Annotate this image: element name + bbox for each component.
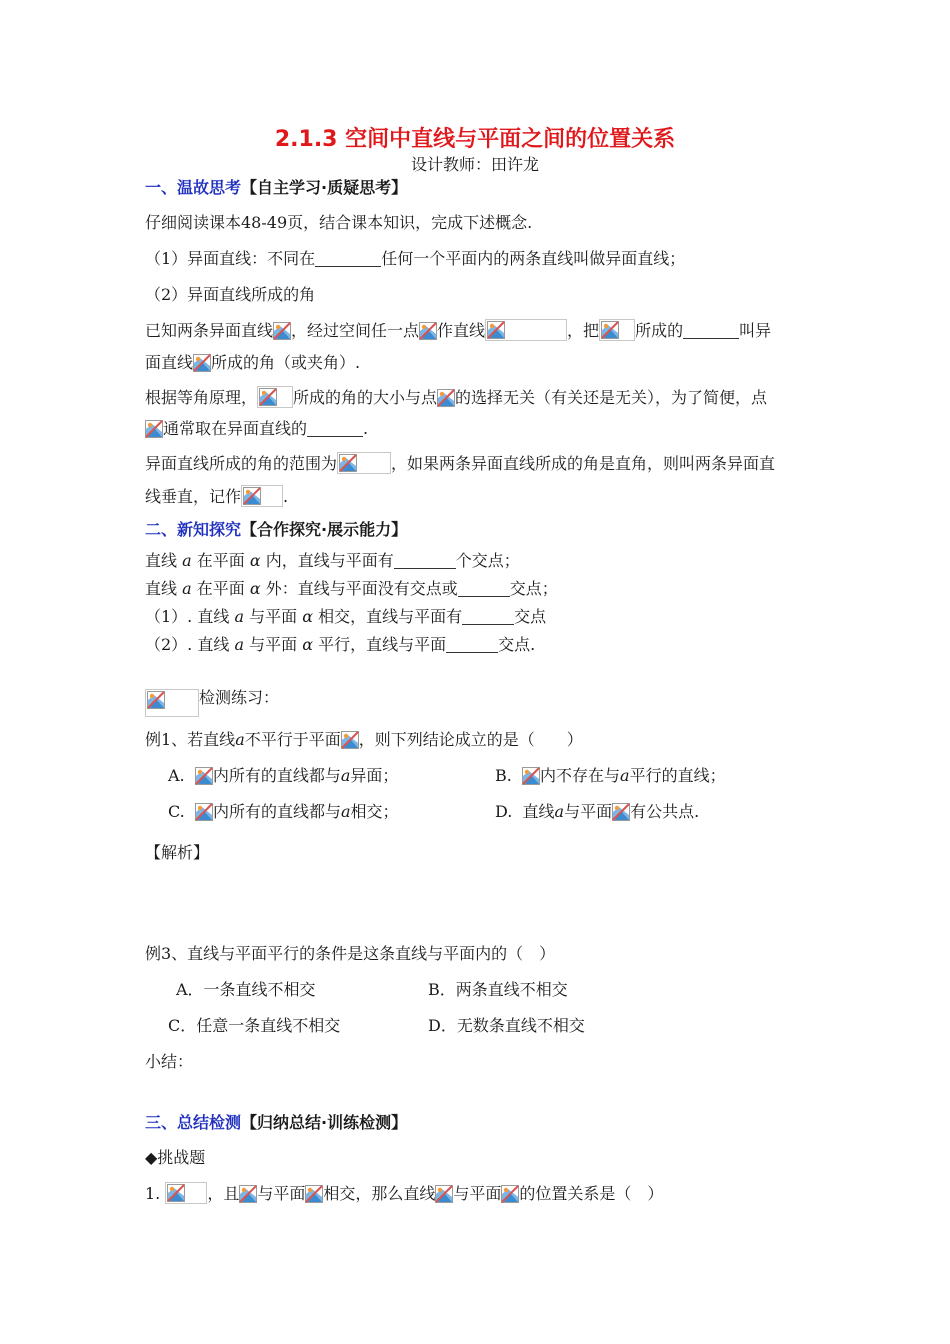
challenge-label: ◆挑战题 [145,1148,206,1167]
var: α [302,607,313,626]
text: 相交，那么直线 [323,1184,436,1203]
text: ，且 [207,1184,240,1203]
var: a [182,551,192,570]
ex3-option-d: D．无数条直线不相交 [428,1016,585,1035]
text: 与平面 [453,1184,502,1203]
option-letter: B. [495,766,512,785]
text: 所成的 [635,321,684,340]
var: a [234,635,244,654]
text: （1）异面直线：不同在 [145,249,316,268]
text: 通常取在异面直线的 [163,419,308,438]
blank [446,636,498,653]
broken-image-icon [195,767,213,785]
concept-2-line-1 [145,319,771,341]
formula-image-box [165,1182,207,1204]
concept-2-line-5 [145,452,775,474]
section-1-heading [145,178,407,198]
var: a [340,802,351,821]
section-2-heading [145,520,407,540]
section-number: 三、总结检测 [145,1113,242,1132]
formula-image-box [337,452,391,474]
broken-image-icon [145,420,163,438]
text: 不平行于平面 [244,730,341,749]
text: 已知两条异面直线 [145,321,274,340]
text: 平行，直线与平面 [313,635,447,654]
blank [458,580,510,597]
var: α [302,635,313,654]
example-1 [145,730,583,750]
intro-line: 仔细阅读课本48-49页，结合课本知识，完成下述概念. [145,213,533,232]
broken-image-icon [612,803,630,821]
ex3-option-b: B．两条直线不相交 [428,980,568,999]
designer-line: 设计教师：田许龙 [410,155,539,174]
option-letter: A. [168,766,185,785]
text: . [283,487,289,506]
blank [394,552,456,569]
text: 例1、若直线 [145,730,236,749]
section-tag: 【自主学习·质疑思考】 [241,178,408,197]
blank [307,420,363,437]
option-letter: C. [168,802,185,821]
text: 作直线 [437,321,486,340]
var: a [340,766,351,785]
concept-1 [145,249,685,269]
text: 线垂直，记作 [145,487,242,506]
formula-image-box [599,319,635,341]
text: 平行的直线； [629,766,726,785]
text: 交点. [498,635,536,654]
text: 直线 [145,551,183,570]
text: 与平面 [257,1184,306,1203]
summary-label: 小结： [145,1052,194,1071]
var: a [234,607,244,626]
broken-image-icon [435,1185,453,1203]
concept-2-line-2 [145,353,360,373]
text: 面直线 [145,353,194,372]
text: 与平面 [244,635,303,654]
text: 在平面 [191,551,250,570]
relation-2 [145,579,558,599]
text: 根据等角原理， [145,388,258,407]
text: 与平面 [244,607,303,626]
concept-2-line-4 [145,419,368,439]
broken-image-icon [501,1185,519,1203]
broken-image-icon [273,322,291,340]
blank [315,250,381,267]
challenge-question-1 [145,1182,663,1204]
var: α [249,551,261,570]
relation-4 [145,635,535,655]
formula-image-box [485,319,567,341]
var: α [249,579,261,598]
var: a [554,802,565,821]
formula-image-box [241,485,283,507]
broken-image-icon [305,1185,323,1203]
text: 异面直线所成的角的范围为 [145,454,338,473]
option-a [168,766,398,786]
text: 所成的角（或夹角）. [211,353,361,372]
text: ，把 [567,321,600,340]
broken-image-icon [522,767,540,785]
text: （2）. 直线 [145,635,235,654]
section-tag: 【归纳总结·训练检测】 [241,1113,408,1132]
text: 叫异 [739,321,772,340]
text: （1）. 直线 [145,607,235,626]
text: . [363,419,369,438]
blank [683,322,739,339]
text: 直线 [145,579,183,598]
section-number: 二、新知探究 [145,520,242,539]
text: 直线 [522,802,555,821]
text: 的位置关系是（ ） [519,1184,664,1203]
section-3-heading [145,1113,407,1133]
question-number: 1. [145,1184,161,1203]
relation-1 [145,551,520,571]
text: 所成的角的大小与点 [293,388,438,407]
formula-image-box [257,386,293,408]
broken-image-icon [193,354,211,372]
page-title: 2.1.3 空间中直线与平面之间的位置关系 [274,127,676,152]
image-placeholder [145,689,199,717]
text: 的选择无关（有关还是无关），为了简便，点 [455,388,768,407]
var: a [235,730,245,749]
broken-image-icon [341,731,359,749]
analysis-label: 【解析】 [145,843,210,862]
text: 内，直线与平面有 [260,551,394,570]
section-number: 一、温故思考 [145,178,242,197]
ex3-option-a: A．一条直线不相交 [176,980,316,999]
option-d [495,802,699,822]
text: 交点 [514,607,547,626]
option-b [495,766,726,786]
text: 外：直线与平面没有交点或 [260,579,458,598]
text: 任何一个平面内的两条直线叫做异面直线； [381,249,686,268]
check-practice [145,688,279,717]
concept-2: （2）异面直线所成的角 [145,285,316,304]
broken-image-icon [239,1185,257,1203]
example-3: 例3、直线与平面平行的条件是这条直线与平面内的（ ） [145,944,556,963]
option-c [168,802,399,822]
text: 相交，直线与平面有 [313,607,463,626]
text: ，则下列结论成立的是（ ） [358,730,583,749]
concept-2-line-3 [145,386,767,408]
text: ，经过空间任一点 [291,321,420,340]
text: 在平面 [191,579,250,598]
text: ，如果两条异面直线所成的角是直角，则叫两条异面直 [391,454,776,473]
check-label: 检测练习： [199,688,280,707]
text: 与平面 [564,802,613,821]
concept-2-line-6 [145,485,288,507]
blank [462,608,514,625]
broken-image-icon [437,389,455,407]
text: 内所有的直线都与 [212,802,341,821]
relation-3 [145,607,546,627]
text: 相交； [350,802,399,821]
broken-image-icon [195,803,213,821]
text: 异面； [350,766,399,785]
broken-image-icon [419,322,437,340]
ex3-option-c: C．任意一条直线不相交 [168,1016,341,1035]
text: 内不存在与 [540,766,621,785]
section-tag: 【合作探究·展示能力】 [241,520,408,539]
text: 交点； [509,579,558,598]
var: a [182,579,192,598]
text: 内所有的直线都与 [212,766,341,785]
var: a [620,766,630,785]
text: 有公共点. [630,802,700,821]
option-letter: D. [495,802,513,821]
text: 个交点； [455,551,520,570]
